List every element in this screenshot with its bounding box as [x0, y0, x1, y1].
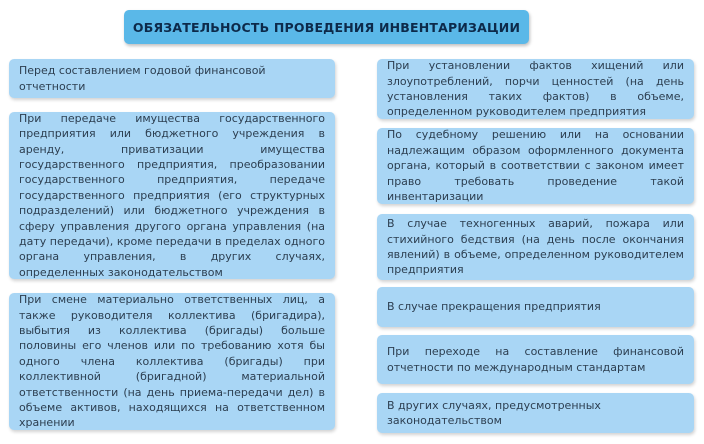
left-box-property-transfer	[9, 112, 335, 279]
right-box-other-cases	[377, 393, 694, 433]
right-box-accident	[377, 214, 694, 280]
right-box-termination	[377, 287, 694, 327]
right-box-international-standards	[377, 335, 694, 384]
right-box-theft-text: При установлении фактов хищений или злоупотреблений, порчи ценностей (на день установления таких фактов) в объеме, определенном руководителем предприятия	[387, 59, 684, 119]
right-box-court-decision-text: По судебному решению или на основании надлежащим образом оформленного документа органа, который в соответствии с законом имеет право требовать проведение такой инвентаризации	[387, 128, 684, 204]
right-box-court-decision	[377, 128, 694, 204]
left-box-responsible-persons	[9, 293, 335, 430]
left-box-property-transfer-text: При передаче имущества государственного предприятия или бюджетного учреждения в аренду, приватизации имущества государственного предприятия, преобразовании государственного предприятия, передаче государственного предприятия (его структурных подразделений) или бюджетного учреждения в сферу управления другого органа управления (на дату передачи), кроме передачи в пределах одного органа управления, в других случаях, определенных законодательством	[19, 111, 325, 279]
right-box-termination-text: В случае прекращения предприятия	[387, 300, 601, 314]
diagram-title: ОБЯЗАТЕЛЬНОСТЬ ПРОВЕДЕНИЯ ИНВЕНТАРИЗАЦИИ	[124, 10, 529, 44]
right-box-accident-text: В случае техногенных аварий, пожара или стихийного бедствия (на день после окончания явлений) в объеме, определенном руководителем предприятия	[387, 217, 684, 277]
right-box-international-standards-text: При переходе на составление финансовой отчетности по международным стандартам	[387, 345, 684, 374]
left-box-responsible-persons-text: При смене материально ответственных лиц, а также руководителя коллектива (бригадира), выбытия из коллектива (бригады) больше половины его членов или по требованию хотя бы одного члена коллектива (бригады) при коллективной (бригадной) материальной ответственности (на день приема-передачи дел) в объеме активов, находящихся на ответственном хранении	[19, 293, 325, 430]
left-box-annual-report	[9, 59, 335, 98]
left-box-annual-report-text: Перед составлением годовой финансовой отчетности	[19, 64, 266, 93]
right-box-theft	[377, 59, 694, 119]
right-box-other-cases-text: В других случаях, предусмотренных законодательством	[387, 398, 601, 427]
